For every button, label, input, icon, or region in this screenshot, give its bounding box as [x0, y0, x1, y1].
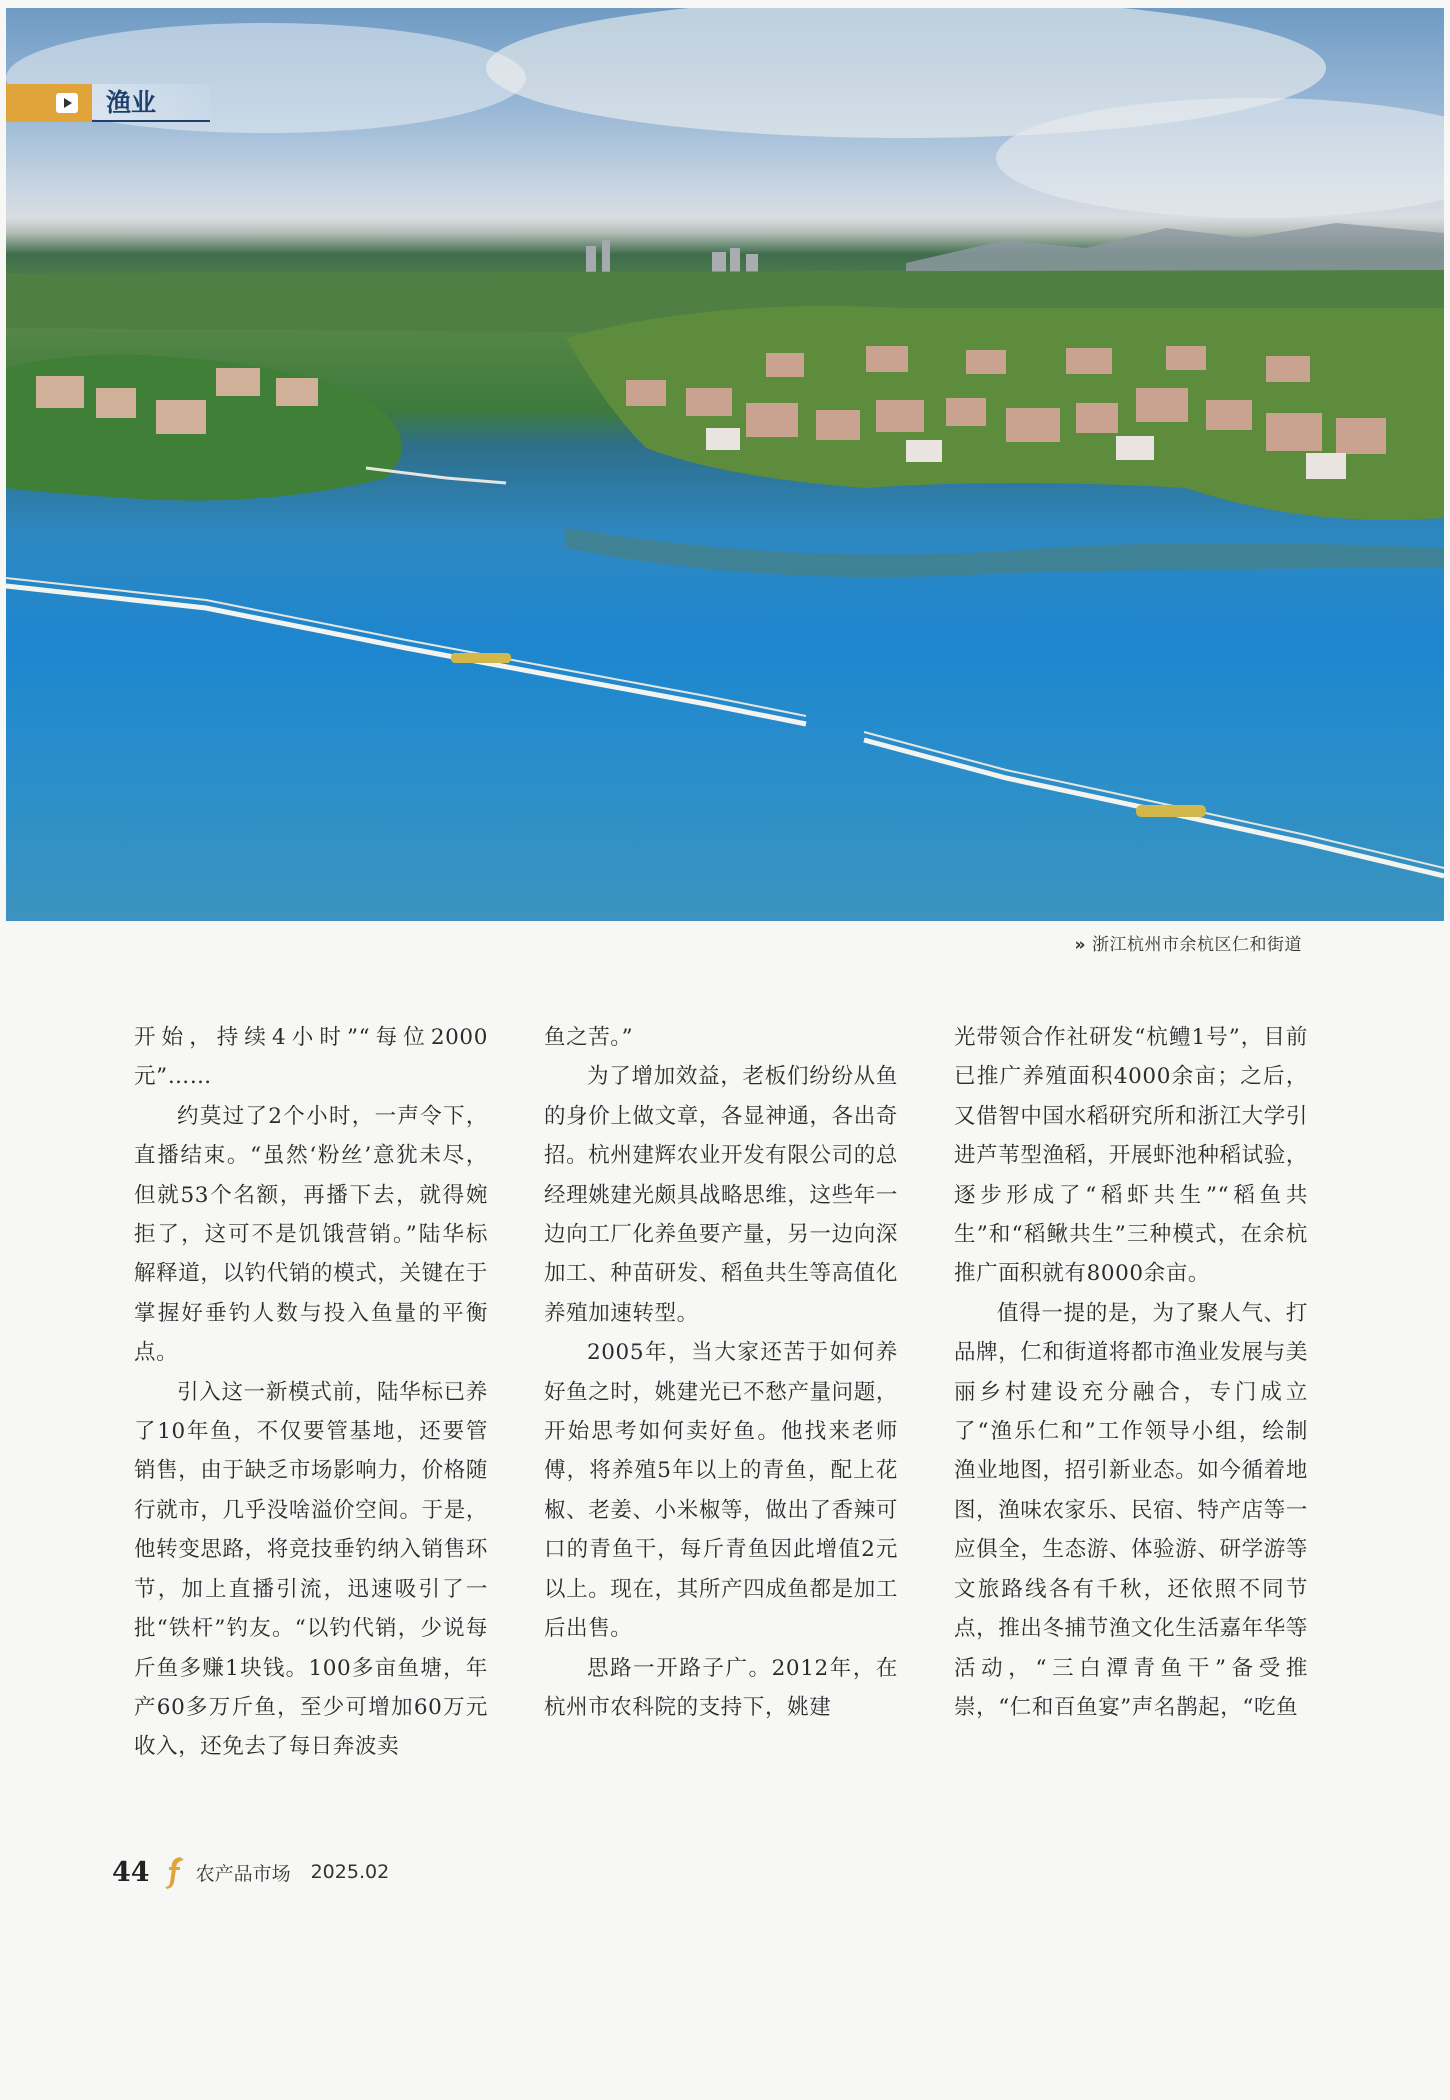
column-2 — [544, 1018, 898, 1808]
section-label — [6, 84, 210, 122]
section-label-bar — [6, 84, 92, 122]
paragraph: 值得一提的是，为了聚人气、打品牌，仁和街道将都市渔业发展与美丽乡村建设充分融合，专门成立了“渔乐仁和”工作领导小组，绘制渔业地图，招引新业态。如今循着地图，渔味农家乐、民宿、特产店等一应俱全，生态游、体验游、研学游等文旅路线各有千秋，还依照不同节点，推出冬捕节渔文化生活嘉年华等活动，“三白潭青鱼干”备受推崇，“仁和百鱼宴”声名鹊起，“吃鱼 — [954, 1300, 1308, 1720]
caption-arrow-icon: » — [1074, 935, 1086, 955]
page-footer — [112, 1852, 389, 1892]
column-3 — [954, 1018, 1308, 1808]
paragraph: 思路一开路子广。2012年，在杭州市农科院的支持下，姚建 — [544, 1655, 898, 1720]
paragraph: 约莫过了2个小时，一声令下，直播结束。“虽然‘粉丝’意犹未尽，但就53个名额，再播下去，就得婉拒了，这可不是饥饿营销。”陆华标解释道，以钓代销的模式，关键在于掌握好垂钓人数与投入鱼量的平衡点。 — [134, 1103, 488, 1366]
section-label-text: 渔业 — [92, 84, 210, 122]
magazine-logo-icon — [164, 1855, 186, 1889]
caption-text: 浙江杭州市余杭区仁和街道 — [1092, 935, 1302, 955]
magazine-name: 农产品市场 — [195, 1862, 291, 1885]
article-body — [134, 1018, 1308, 1808]
play-icon — [56, 93, 78, 113]
paragraph: 开始，持续4小时”“每位2000元”…… — [134, 1025, 488, 1090]
hero-photo — [6, 8, 1444, 921]
issue-date: 2025.02 — [310, 1861, 390, 1883]
paragraph: 鱼之苦。” — [544, 1025, 634, 1050]
photo-caption — [1075, 930, 1302, 955]
paragraph: 2005年，当大家还苦于如何养好鱼之时，姚建光已不愁产量问题，开始思考如何卖好鱼。他找来老师傅，将养殖5年以上的青鱼，配上花椒、老姜、小米椒等，做出了香辣可口的青鱼干，每斤青鱼因此增值2元以上。现在，其所产四成鱼都是加工后出售。 — [544, 1340, 898, 1642]
page-number: 44 — [112, 1856, 150, 1888]
lake-village-illustration — [6, 8, 1444, 921]
paragraph: 引入这一新模式前，陆华标已养了10年鱼，不仅要管基地，还要管销售，由于缺乏市场影响力，价格随行就市，几乎没啥溢价空间。于是，他转变思路，将竞技垂钓纳入销售环节，加上直播引流，迅速吸引了一批“铁杆”钓友。“以钓代销，少说每斤鱼多赚1块钱。100多亩鱼塘，年产60多万斤鱼，至少可增加60万元收入，还免去了每日奔波卖 — [134, 1379, 488, 1760]
paragraph: 光带领合作社研发“杭鳢1号”，目前已推广养殖面积4000余亩；之后，又借智中国水稻研究所和浙江大学引进芦苇型渔稻，开展虾池种稻试验，逐步形成了“稻虾共生”“稻鱼共生”和“稻鳅共生”三种模式，在余杭推广面积就有8000余亩。 — [954, 1025, 1308, 1287]
paragraph: 为了增加效益，老板们纷纷从鱼的身价上做文章，各显神通，各出奇招。杭州建辉农业开发有限公司的总经理姚建光颇具战略思维，这些年一边向工厂化养鱼要产量，另一边向深加工、种苗研发、稻鱼共生等高值化养殖加速转型。 — [544, 1064, 898, 1326]
column-1 — [134, 1018, 488, 1808]
